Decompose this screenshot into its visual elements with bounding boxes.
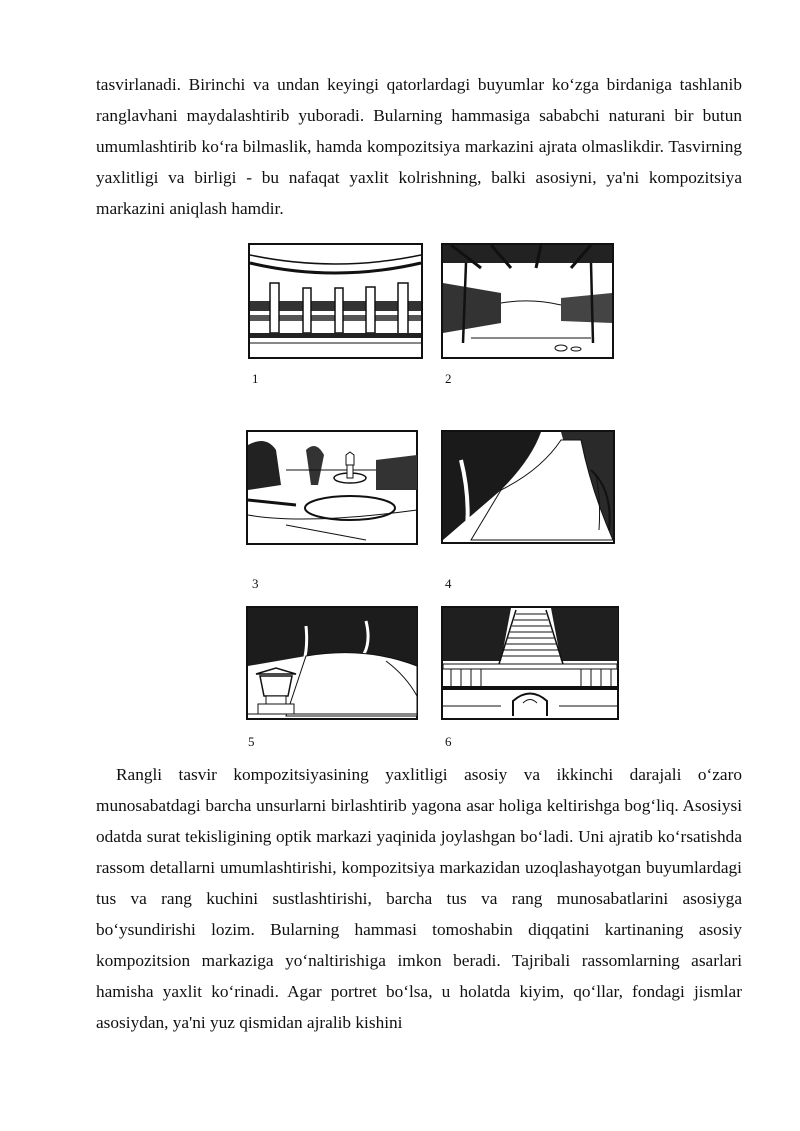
colonnade-sketch-icon (248, 243, 423, 359)
pergola-sketch-icon (441, 243, 614, 359)
figure-2 (441, 243, 614, 386)
forest-path-sketch-icon (441, 430, 615, 544)
figure-6 (441, 606, 619, 749)
figure-2-label: 2 (445, 371, 452, 386)
figure-4 (441, 430, 615, 591)
figure-1-label: 1 (252, 371, 259, 386)
staircase-sketch-icon (441, 606, 619, 720)
figure-5 (246, 606, 418, 749)
paragraph-bottom: Rangli tasvir kompozitsiyasining yaxlitligi asosiy va ikkinchi darajali o‘zaro munosabatdagi barcha unsurlarni birlashtirib yagona asar holiga keltirishga bog‘liq. Asosiysi odatda surat tekisligining optik markazi yaqinida joylashgan bo‘ladi. Uni ajratib ko‘rsatishda rassom detallarni umumlashtirishi, kompozitsiya markazidan uzoqlashayotgan buyumlardagi tus va rang kuchini sustlashtirishi, barcha tus va rang munosabatlarini asosiyga bo‘ysundirishi lozim. Bularning hammasi tomoshabin diqqatini kartinaning asosiy kompozitsion markaziga yo‘naltirishiga imkon beradi. Tajribali rassomlarning asarlari hamisha yaxlit ko‘rinadi. Agar portret bo‘lsa, u holatda kiyim, qo‘llar, fondagi jismlar asosiydan, ya'ni yuz qismidan ajralib kishini (96, 765, 742, 1032)
figure-4-label: 4 (445, 576, 452, 591)
fountain-sketch-icon (246, 430, 418, 545)
figure-5-label: 5 (248, 734, 255, 749)
paragraph-top: tasvirlanadi. Birinchi va undan keyingi qatorlardagi buyumlar ko‘zga birdaniga tashlanib ranglavhani maydalashtirib yuboradi. Bularning hammasiga sababchi naturani bir butun umumlashtirib ko‘ra bilmaslik, hamda kompozitsiya markazini ajrata olmaslikdir. Tasvirning yaxlitligi va birligi - bu nafaqat yaxlit kolrishning, balki asosiyni, ya'ni kompozitsiya markazini aniqlash hamdir. (96, 75, 742, 218)
figure-3-label: 3 (252, 576, 259, 591)
figure-1 (248, 243, 423, 386)
figure-3 (246, 430, 418, 591)
figure-6-label: 6 (445, 734, 452, 749)
garden-vase-sketch-icon (246, 606, 418, 720)
